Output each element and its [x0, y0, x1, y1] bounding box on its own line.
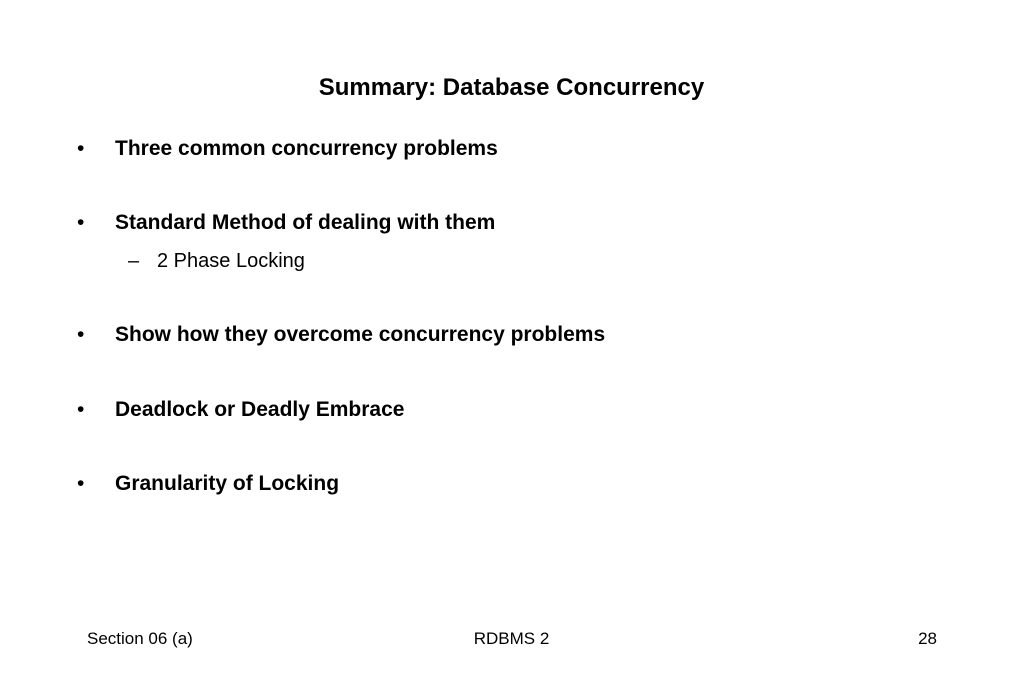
- dash-icon: –: [128, 250, 140, 272]
- bullet-text: Three common concurrency problems: [115, 137, 498, 160]
- bullet-item: [0, 395, 1023, 425]
- bullet-text: Deadlock or Deadly Embrace: [115, 398, 405, 421]
- bullet-item: [0, 134, 1023, 164]
- bullet-item: [0, 320, 1023, 350]
- bullet-item: [0, 208, 1023, 238]
- bullet-text: Standard Method of dealing with them: [115, 211, 496, 234]
- bullet-icon: •: [77, 137, 85, 160]
- bullet-text: Granularity of Locking: [115, 472, 340, 495]
- sub-bullet-item: [0, 247, 1023, 275]
- bullet-text: Show how they overcome concurrency problems: [115, 323, 606, 346]
- bullet-icon: •: [77, 323, 85, 346]
- bullet-icon: •: [77, 211, 85, 234]
- footer-course: RDBMS 2: [473, 629, 550, 648]
- footer-section: Section 06 (a): [87, 629, 193, 648]
- bullet-icon: •: [77, 398, 85, 421]
- bullet-icon: •: [77, 472, 85, 495]
- slide-title: Summary: Database Concurrency: [318, 74, 705, 101]
- sub-bullet-text: 2 Phase Locking: [157, 250, 305, 272]
- bullet-item: [0, 469, 1023, 499]
- footer-page-number: 28: [918, 629, 937, 648]
